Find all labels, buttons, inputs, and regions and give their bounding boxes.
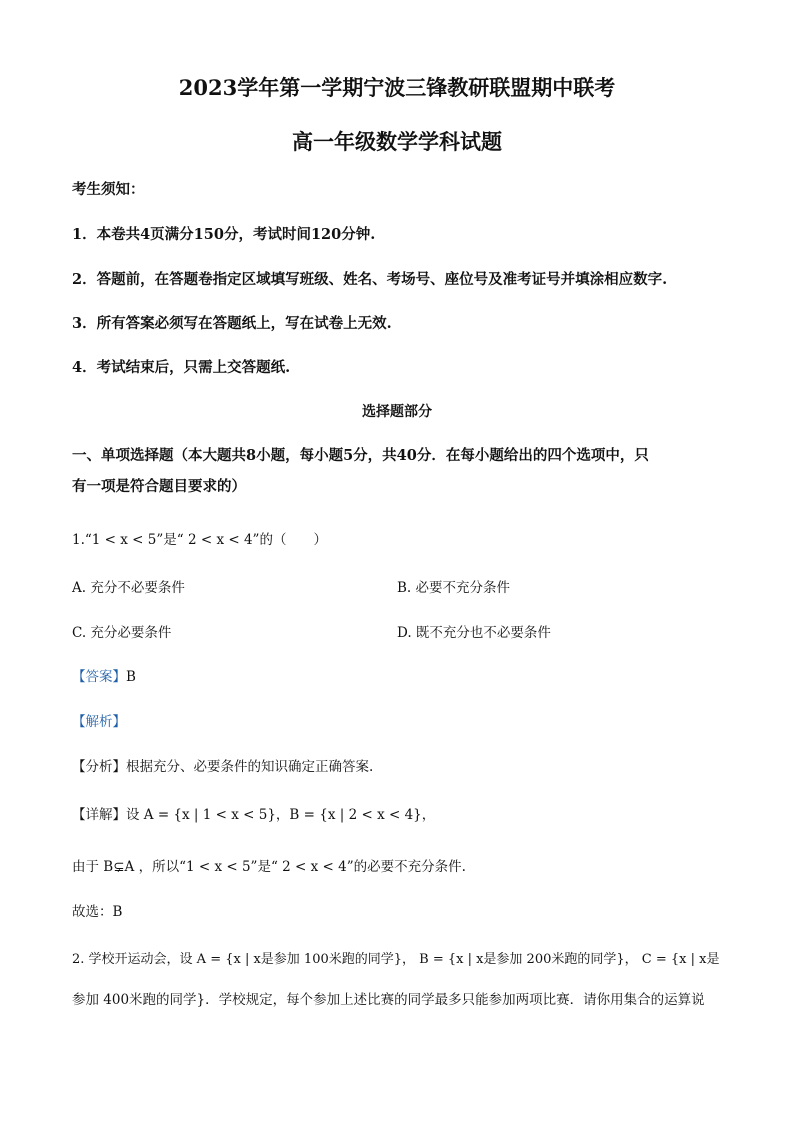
answer-tag: 【答案】 xyxy=(72,669,126,685)
part-instructions-line2: 有一项是符合题目要求的） xyxy=(72,478,246,495)
q1-option-b: B. 必要不充分条件 xyxy=(397,580,511,596)
q2-line2: 参加 400米跑的同学}．学校规定，每个参加上述比赛的同学最多只能参加两项比赛．请你用集合的运算说 xyxy=(72,992,705,1008)
q1-reason-line: 由于 B⊊A ，所以“1 < x < 5”是“ 2 < x < 4”的必要不充分条件. xyxy=(72,859,466,875)
analysis-tag: 【解析】 xyxy=(72,714,126,730)
fenxi-tag: 【分析】 xyxy=(72,759,126,775)
exam-title: 2023学年第一学期宁波三锋教研联盟期中联考 xyxy=(178,75,616,100)
notice-item-1: 1．本卷共4页满分150分，考试时间120分钟. xyxy=(72,226,376,243)
q1-option-a: A. 充分不必要条件 xyxy=(72,580,185,596)
exam-subtitle: 高一年级数学学科试题 xyxy=(292,129,502,154)
detail-tag: 【详解】 xyxy=(72,807,126,823)
detail-text: 设 A = {x | 1 < x < 5}，B = {x | 2 < x < 4}， xyxy=(126,807,436,823)
q1-answer-line xyxy=(72,665,136,685)
q1-fenxi-line xyxy=(72,755,373,775)
q1-detail-line xyxy=(72,803,435,823)
q1-choice-line: 故选：B xyxy=(72,904,123,920)
notice-item-2: 2．答题前，在答题卷指定区域填写班级、姓名、考场号、座位号及准考证号并填涂相应数字. xyxy=(72,271,668,288)
q1-stem: 1.“1 < x < 5”是“ 2 < x < 4”的（ ） xyxy=(72,532,327,548)
section-heading: 选择题部分 xyxy=(362,404,432,420)
answer-value: B xyxy=(126,669,136,685)
part-instructions-line1: 一、单项选择题（本大题共8小题，每小题5分，共40分．在每小题给出的四个选项中，只 xyxy=(72,447,649,464)
q2-line1: 2. 学校开运动会，设 A = {x | x是参加 100米跑的同学}， B = {x | x是参加 200米跑的同学}， C = {x | x是 xyxy=(72,952,720,967)
fenxi-text: 根据充分、必要条件的知识确定正确答案. xyxy=(126,759,374,775)
q1-option-d: D. 既不充分也不必要条件 xyxy=(397,625,551,641)
notice-heading: 考生须知： xyxy=(72,181,145,198)
q1-option-c: C. 充分必要条件 xyxy=(72,625,172,641)
notice-item-4: 4．考试结束后，只需上交答题纸. xyxy=(72,359,291,376)
notice-item-3: 3．所有答案必须写在答题纸上，写在试卷上无效. xyxy=(72,315,392,332)
